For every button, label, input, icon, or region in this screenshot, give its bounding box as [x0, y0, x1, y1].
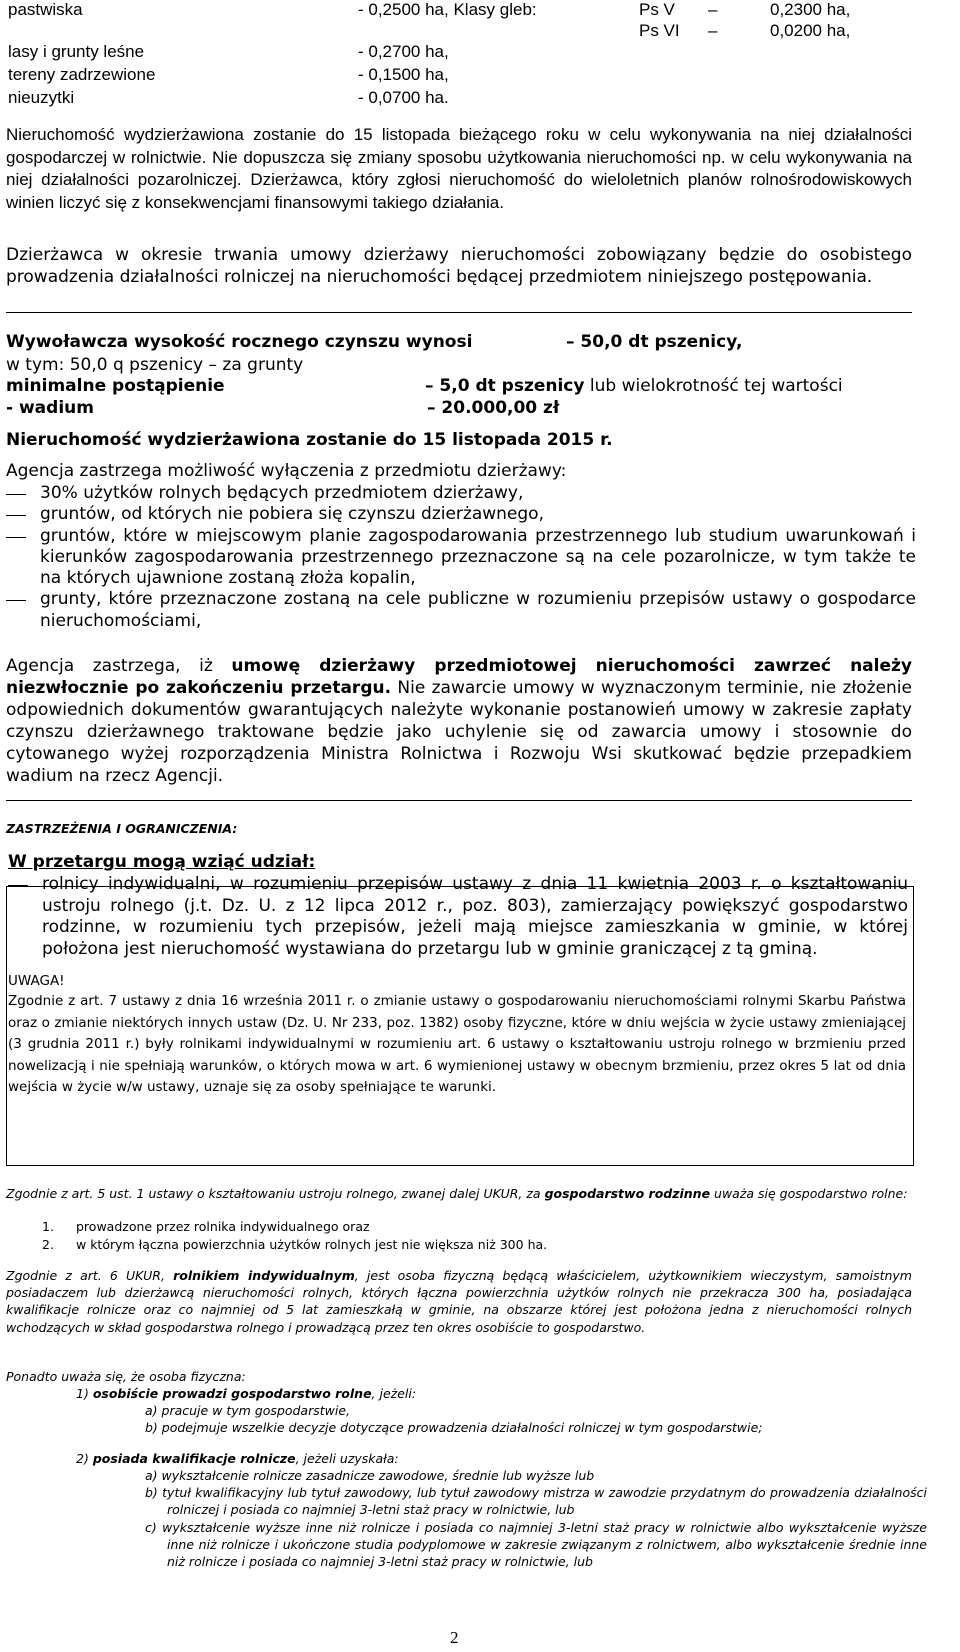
personal-farming-paragraph: Dzierżawca w okresie trwania umowy dzierżawy nieruchomości zobowiązany będzie do osobistego prowadzenia działalności rolniczej na nieruchomości będącej przedmiotem niniejszego postępowania.	[6, 245, 912, 287]
fn3-intro: Ponadto uważa się, że osoba fizyczna:	[6, 1369, 246, 1384]
fn3-s2-rest: , jeżeli uzyskała:	[295, 1451, 399, 1466]
soil-dash: –	[708, 0, 718, 19]
deposit-label: - wadium	[6, 398, 94, 418]
soil-class: Ps V	[639, 0, 675, 19]
rent-label: Wywoławcza wysokość rocznego czynszu wynosi	[6, 332, 473, 352]
soil-area: 0,2300 ha,	[770, 0, 851, 19]
exclusion-item: 30% użytków rolnych będących przedmiotem dzierżawy,	[6, 483, 916, 504]
lease-until: Nieruchomość wydzierżawiona zostanie do 15 listopada 2015 r.	[6, 430, 613, 450]
exclusion-intro: Agencja zastrzega możliwość wyłączenia z przedmiotu dzierżawy:	[6, 461, 567, 481]
soil-class: Ps VI	[639, 21, 680, 40]
eligibility-list	[8, 874, 908, 960]
fn3-s1-item: b) podejmuje wszelkie decyzje dotyczące prowadzenia działalności rolniczej w tym gospodarstwie;	[145, 1420, 763, 1435]
land-row-area: - 0,0700 ha.	[358, 88, 449, 107]
land-row-area: - 0,2700 ha,	[358, 42, 449, 61]
fn3-s2-term: posiada kwalifikacje rolnicze	[92, 1451, 296, 1466]
footnote-family-farm	[6, 1185, 912, 1202]
land-row-area: - 0,2500 ha, Klasy gleb:	[358, 0, 537, 19]
land-row-name: tereny zadrzewione	[8, 65, 156, 84]
warning-label: UWAGA!	[8, 973, 65, 989]
min-bid-label: minimalne postąpienie	[6, 376, 225, 396]
contract-paragraph	[6, 655, 912, 787]
fn1-item: w którym łączna powierzchnia użytków rolnych jest nie większa niż 300 ha.	[76, 1237, 548, 1252]
fn3-s1-item: a) pracuje w tym gospodarstwie,	[145, 1403, 351, 1418]
soil-area: 0,0200 ha,	[770, 21, 851, 40]
fn2-text-rest: , jest osoba fizyczną będącą właścicielem, użytkownikiem wieczystym, samoistnym posiadaczem lub dzierżawcą nieruchomości rolnych, których łączna powierzchnia użytków rolnych nie przekracza 300 ha, posiadająca kwalifikacje rolnicze oraz co najmniej od 5 lat zamieszkałą w gminie, na obszarze której jest położona jedna z nieruchomości rolnych wchodzących w skład gospodarstwa rolnego i prowadzącą przez ten okres osobiście to gospodarstwo.	[6, 1268, 912, 1335]
fn3-s2-item: b) tytuł kwalifikacyjny lub tytuł zawodowy, lub tytuł zawodowy mistrza w zawodzie przydatnym do prowadzenia działalności rolniczej i posiada co najmniej 3-letni staż pracy w rolnictwie, lub	[145, 1485, 927, 1518]
fn3-s1-rest: , jeżeli:	[371, 1386, 417, 1401]
land-row-area: - 0,1500 ha,	[358, 65, 449, 84]
divider	[6, 800, 912, 801]
exclusion-item: gruntów, od których nie pobiera się czynszu dzierżawnego,	[6, 504, 916, 525]
land-row-name: lasy i grunty leśne	[8, 42, 145, 61]
exclusion-item: gruntów, które w miejscowym planie zagospodarowania przestrzennego lub studium uwarunkowań i kierunków zagospodarowania przestrzennego przeznaczone są na cele pozarolnicze, w tym także te na których ujawnione zostaną złoża kopalin,	[6, 526, 916, 590]
lease-purpose-paragraph: Nieruchomość wydzierżawiona zostanie do 15 listopada bieżącego roku w celu wykonywania na niej działalności gospodarczej w rolnictwie. Nie dopuszcza się zmiany sposobu użytkowania nieruchomości np. w celu wykonywania na niej działalności pozarolniczej. Dzierżawca, który zgłosi nieruchomość do wieloletnich planów rolnośrodowiskowych winien liczyć się z konsekwencjami finansowymi takiego działania.	[6, 125, 912, 212]
page-number: 2	[450, 1628, 459, 1647]
restrictions-heading: ZASTRZEŻENIA I OGRANICZENIA:	[6, 821, 238, 836]
fn1-text: Zgodnie z art. 5 ust. 1 ustawy o kształtowaniu ustroju rolnego, zwanej dalej UKUR, za	[6, 1186, 545, 1201]
fn3-s2-item: c) wykształcenie wyższe inne niż rolnicze i posiada co najmniej 3-letni staż pracy w rolnictwie albo wykształcenie wyższe inne niż rolnicze i ukończone studia podyplomowe w zakresie związanym z rolnictwem, albo wykształcenie średnie inne niż rolnicze i posiada co najmniej 3-letni staż pracy w rolnictwie, lub	[145, 1520, 927, 1570]
fn3-s2-item: a) wykształcenie rolnicze zasadnicze zawodowe, średnie lub wyższe lub	[145, 1468, 595, 1483]
fn3-s1-term: osobiście prowadzi gospodarstwo rolne	[92, 1386, 372, 1401]
contract-text-rest: Nie zawarcie umowy w wyznaczonym terminie, nie złożenie odpowiednich dokumentów gwarantujących należyte wykonanie postanowień umowy w zakresie zapłaty czynszu dzierżawnego traktowane będzie jako uchylenie się od zawarcia umowy i stosownie do cytowanego wyżej rozporządzenia Ministra Rolnictwa i Rozwoju Wsi skutkować będzie przepadkiem wadium na rzecz Agencji.	[6, 678, 912, 786]
eligibility-item: rolnicy indywidualni, w rozumieniu przepisów ustawy z dnia 11 kwietnia 2003 r. o kształtowaniu ustroju rolnego (j.t. Dz. U. z 12 lipca 2012 r., poz. 803), zamierzający powiększyć gospodarstwo rodzinne, w rozumieniu tych przepisów, jeżeli mają miejsce zamieszkania w gminie, w której położona jest nieruchomość wystawiana do przetargu lub w gminie graniczącej z tą gminą.	[8, 874, 908, 960]
fn1-item-number: 2.	[42, 1237, 54, 1252]
deposit-value: – 20.000,00 zł	[427, 398, 560, 418]
fn1-item: prowadzone przez rolnika indywidualnego oraz	[76, 1219, 370, 1234]
eligibility-heading: W przetargu mogą wziąć udział:	[8, 852, 316, 872]
fn3-s1-number: 1)	[76, 1386, 93, 1401]
exclusion-list	[6, 483, 916, 632]
fn3-section-2	[76, 1450, 399, 1467]
fn3-section-1	[76, 1385, 416, 1402]
fn1-term: gospodarstwo rodzinne	[544, 1186, 711, 1201]
fn1-text-end: uważa się gospodarstwo rolne:	[710, 1186, 908, 1201]
exclusion-item: grunty, które przeznaczone zostaną na cele publiczne w rozumieniu przepisów ustawy o gospodarce nieruchomościami,	[6, 589, 916, 632]
fn1-item-number: 1.	[42, 1219, 54, 1234]
rent-value: – 50,0 dt pszenicy,	[566, 332, 743, 352]
contract-text: Agencja zastrzega, iż	[6, 656, 232, 676]
warning-text: Zgodnie z art. 7 ustawy z dnia 16 września 2011 r. o zmianie ustawy o gospodarowaniu nieruchomościami rolnymi Skarbu Państwa oraz o zmianie niektórych innych ustaw (Dz. U. Nr 233, poz. 1382) osoby fizyczne, które w dniu wejścia w życie ustawy zmieniającej (3 grudnia 2011 r.) były rolnikami indywidualnymi w rozumieniu art. 6 ustawy o kształtowaniu ustroju rolnego w brzmieniu przed nowelizacją i nie spełniają warunków, o których mowa w art. 6 wymienionej ustawy w obecnym brzmieniu, przez okres 5 lat od dnia wejścia w życie w/w ustawy, uznaje się za osoby spełniające te warunki.	[8, 993, 906, 1096]
fn3-s2-number: 2)	[76, 1451, 93, 1466]
footnote-individual-farmer	[6, 1267, 912, 1336]
contract-bold: umowę dzierżawy przedmiotowej nieruchomości zawrzeć należy niezwłocznie po zakończeniu przetargu.	[6, 656, 912, 698]
fn2-term: rolnikiem indywidualnym	[173, 1268, 355, 1283]
land-row-name: nieuzytki	[8, 88, 75, 107]
fn2-text: Zgodnie z art. 6 UKUR,	[6, 1268, 174, 1283]
land-row-name: pastwiska	[8, 0, 83, 19]
rent-detail: w tym: 50,0 q pszenicy – za grunty	[6, 355, 304, 375]
min-bid-suffix: lub wielokrotność tej wartości	[584, 376, 843, 396]
divider	[6, 312, 912, 313]
soil-dash: –	[708, 21, 718, 40]
min-bid-value: – 5,0 dt pszenicy	[425, 376, 585, 396]
